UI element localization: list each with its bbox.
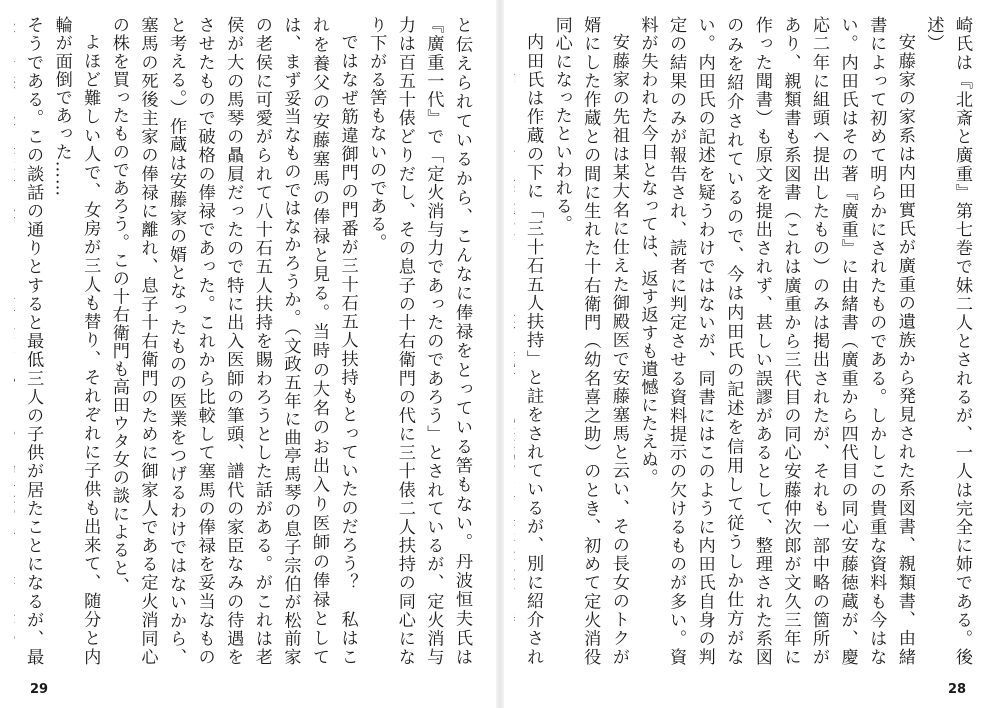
paragraph: 崎氏は『北斎と廣重』第七巻で妹二人とされるが、一人は完全に姉である。後述） [923, 16, 972, 666]
paragraph: 安藤家の家系は内田實氏が廣重の遺族から発見された系図書、親類書、由緒書によって初めて明らかにされたものである。しかしこの貴重な資料も今はない。内田氏はその著『廣重』に由緒書（廣重から四代目の同心安藤徳蔵が、慶応二年に組頭へ提出したもの）のみは掲出されたが、それも一部中略の箇所があり、親類書も系図書（これは廣重から三代目の同心安藤仲次郎が文久三年に作った聞書）も原文を提出されず、甚しい誤謬があるとして、整理された系図のみを紹介されているので、今は内田氏の記述を信用して従うしか仕方がない。内田氏の記述を疑うわけではないが、同書にはこのように内田氏自身の判定の結果のみが報告され、読者に判定させる資料提示の欠けるものが多い。資料が失われた今日となっては、返す返すも遺憾にたえぬ。 [637, 16, 915, 666]
quoted-paragraph: よほど難しい人で、女房が三人も替り、それぞれに子供も出来て、随分と内輪が面倒であった…… [51, 16, 101, 666]
right-page [500, 0, 1000, 708]
left-page-body [14, 16, 476, 666]
page-number: 28 [948, 682, 967, 697]
right-page-body [514, 16, 976, 666]
paragraph: ではなぜ筋違御門の門番が三十石五人扶持もとっていたのだろう？ 私はこれを養父の安藤塞馬の俸禄と見る。当時の大名のお出入り医師の俸禄としては、まず妥当なものではなかろうか。（文政五年に曲亭馬琴の息子宗伯が松前家の老侯に可愛がられて八十石五人扶持を賜わろうとした話がある。がこれは老侯が大の馬琴の贔屓だったので特に出入医師の筆頭、譜代の家臣なみの待遇をさせたもので破格の俸禄であった。これから比較して塞馬の俸禄を妥当なものと考える。）作蔵は安藤家の婿となったものの医業をつげるわけではないから、塞馬の死後主家の俸禄に離れ、息子十右衛門のために御家人である定火消同心の株を買ったものであろう。この十右衛門も高田ウタ女の談によると、 [108, 16, 358, 666]
paragraph: 安藤家の先祖は某大名に仕えた御殿医で安藤塞馬と云い、その長女のトクが婿にした作蔵との間に生れた十右衛門（幼名喜之助）のとき、初めて定火消役同心になったといわれる。 [551, 16, 629, 666]
paragraph: 内田氏は作蔵の下に「三十石五人扶持」と註をされているが、別に紹介され [523, 33, 544, 666]
page-number: 29 [30, 682, 49, 697]
paragraph: そうである。この談話の通りとすると最低三人の子供が居たことになるが、最 [23, 16, 44, 666]
paragraph: と伝えられているから、こんなに俸禄をとっている筈もない。丹波恒夫氏は『廣重一代』で「定火消与力であったのであろう」とされているが、定火消与力は百五十俵どりだし、その息子の十右衛門の代に三十俵二人扶持の同心になり下がる筈もないのである。 [366, 16, 472, 666]
